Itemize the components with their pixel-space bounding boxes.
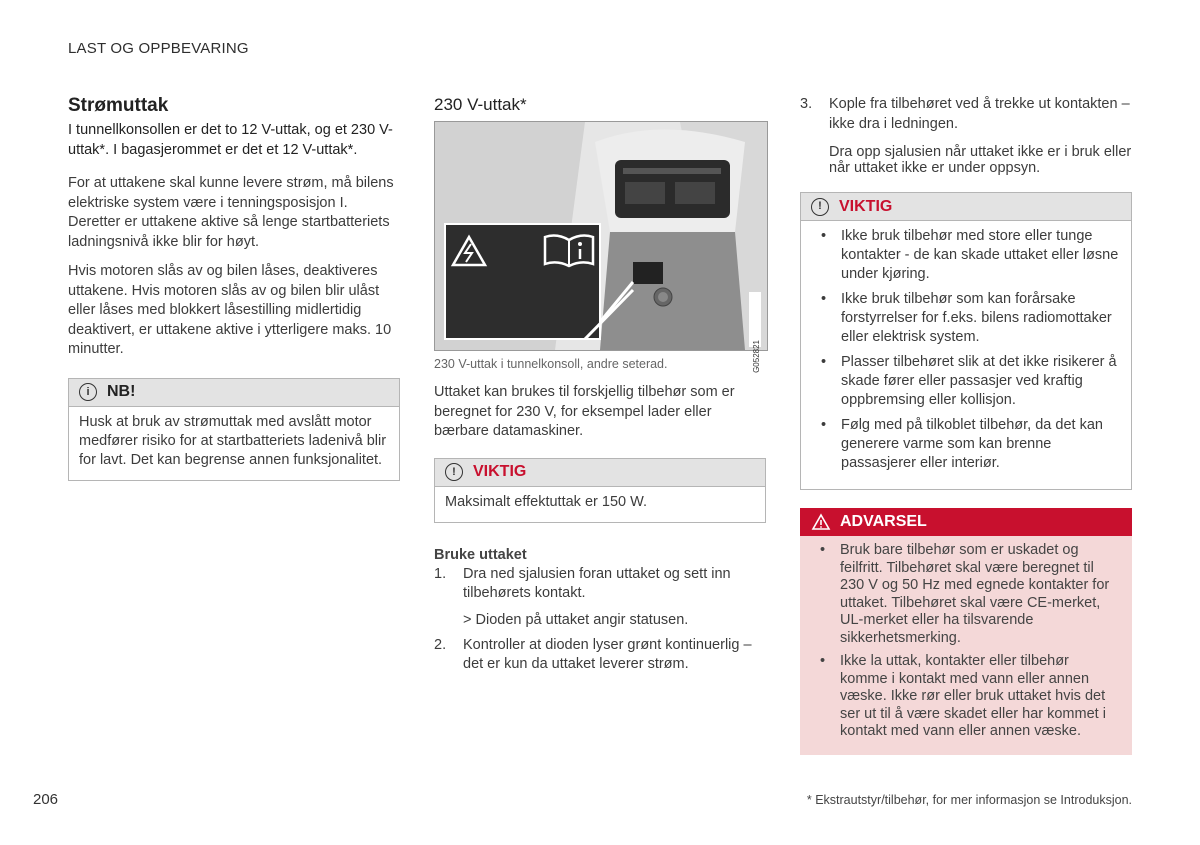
column-left <box>68 95 400 481</box>
usage-subheading: Bruke uttaket <box>434 546 527 563</box>
list-item: • Bruk bare tilbehør som er uskadet og feilfritt. Tilbehøret skal være beregnet til 230 V og 50 Hz med egnede kontakter for uttaket. Tilbehøret skal være CE-merket, UL-merket eller ha tilsvarende sikkerhetsmerking. <box>812 542 1120 647</box>
warning-list <box>800 536 1132 755</box>
list-item <box>800 95 1132 134</box>
tunnel-console-illustration <box>435 122 767 350</box>
note-box-header <box>69 379 399 407</box>
important-box-2-header <box>801 193 1131 221</box>
warning-box-header <box>800 508 1132 536</box>
list-item: • Ikke la uttak, kontakter eller tilbehør komme i kontakt med vann eller annen væske. Ikke rør eller bruk uttaket hvis det ser ut til å være skadet eller har kommet i kontakt med vann eller annen væske. <box>812 653 1120 741</box>
section-heading: Strømuttak <box>68 95 169 116</box>
steps-list-end <box>800 95 1132 134</box>
footnote: * Ekstrautstyr/tilbehør, for mer informasjon se Introduksjon. <box>806 793 1132 807</box>
important-box-2 <box>800 192 1132 490</box>
note-title: NB! <box>107 383 136 400</box>
list-item: • Ikke bruk tilbehør med store eller tunge kontakter - de kan skade uttaket eller løsne under kjøring. <box>811 227 1121 284</box>
step-text: Dra ned sjalusien foran uttaket og sett inn tilbehørets kontakt. <box>463 565 731 601</box>
list-item <box>434 565 766 604</box>
step-note: Dra opp sjalusien når uttaket ikke er i bruk eller når uttaket ikke er under oppsyn. <box>829 144 1132 176</box>
step-number: 1. <box>434 565 447 582</box>
note-text: Husk at bruk av strømuttak med avslått motor medfører risiko for at startbatteriets ladenivå blir for lavt. Det kan begrense annen funksjonalitet. <box>79 413 387 468</box>
step-text: Kontroller at dioden lyser grønt kontinuerlig – det er kun da uttaket leverer strøm. <box>463 636 752 672</box>
exclamation-icon: ! <box>445 463 463 481</box>
list-item: • Følg med på tilkoblet tilbehør, da det kan generere varme som kan brenne passasjerer eller interiør. <box>811 416 1121 473</box>
list-item: • Plasser tilbehøret slik at det ikke risikerer å skade fører eller passasjer ved kraftig oppbremsing eller kollisjon. <box>811 353 1121 410</box>
paragraph-deactivation: Hvis motoren slås av og bilen låses, deaktiveres uttakene. Hvis motoren slås av og bilen blir ulåst eller låses med blokkert låsestilling midlertidig deaktivert, er uttakene aktive i ytterligere maks. 10 minutter. <box>68 263 392 357</box>
step-text: Kople fra tilbehøret ved å trekke ut kontakten – ikke dra i ledningen. <box>829 96 1130 132</box>
list-item: • Ikke bruk tilbehør som kan forårsake forstyrrelser for f.eks. bilens radiomottaker eller elektrisk system. <box>811 290 1121 347</box>
important-box-header <box>435 459 765 487</box>
important-title: VIKTIG <box>839 197 893 215</box>
list-item <box>434 636 766 675</box>
figure-caption: 230 V-uttak i tunnelkonsoll, andre seterad. <box>434 357 668 371</box>
note-box <box>68 378 400 481</box>
page-number: 206 <box>33 791 59 808</box>
info-icon: i <box>79 383 97 401</box>
step-result: > Dioden på uttaket angir statusen. <box>463 611 689 628</box>
intro-paragraph: I tunnellkonsollen er det to 12 V-uttak, og et 230 V-uttak*. I bagasjerommet er det et 12 V-uttak*. <box>68 122 393 158</box>
subsection-heading: 230 V-uttak* <box>434 95 527 114</box>
warning-box <box>800 508 1132 755</box>
column-right <box>800 95 1132 755</box>
usage-paragraph: Uttaket kan brukes til forskjellig tilbehør som er beregnet for 230 V, for eksempel lader eller bærbare datamaskiner. <box>434 384 735 439</box>
column-middle <box>434 95 766 683</box>
exclamation-icon: ! <box>811 198 829 216</box>
paragraph-ignition: For at uttakene skal kunne levere strøm, må bilens elektriske system være i tenningsposisjon I. Deretter er uttakene aktive så lenge startbatteriets ladningsnivå ikke blir for høyt. <box>68 175 394 250</box>
warning-triangle-icon <box>812 514 830 530</box>
important-title: VIKTIG <box>473 463 527 480</box>
important-list <box>801 221 1131 489</box>
important-box <box>434 458 766 523</box>
warning-title: ADVARSEL <box>840 513 927 530</box>
step-number: 3. <box>800 96 813 112</box>
step-number: 2. <box>434 636 447 653</box>
running-header: LAST OG OPPBEVARING <box>68 40 249 57</box>
steps-list-continued <box>434 636 766 675</box>
steps-list <box>434 565 766 604</box>
important-text: Maksimalt effektuttak er 150 W. <box>445 493 648 510</box>
figure-code: G052821 <box>752 340 761 373</box>
